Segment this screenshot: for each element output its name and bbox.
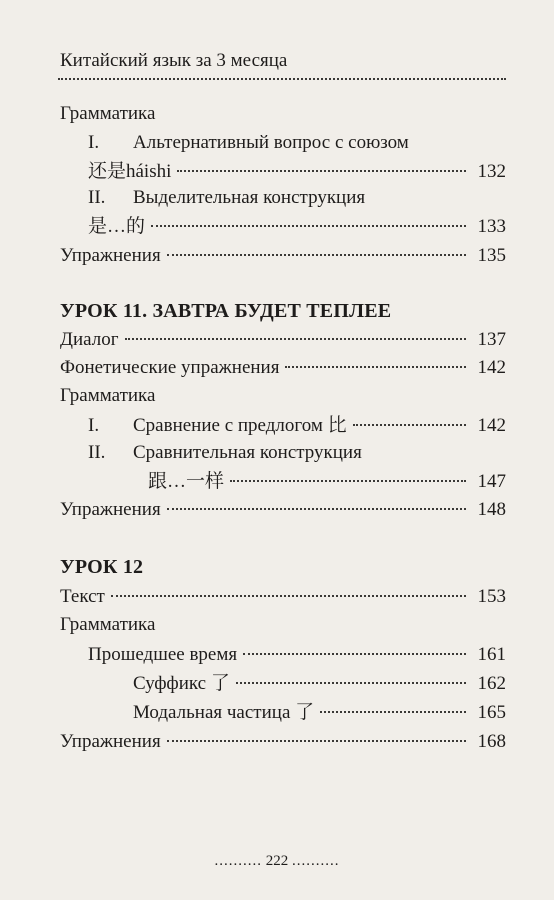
dot-leader <box>167 740 466 742</box>
dot-leader <box>167 254 466 256</box>
toc-entry[interactable] <box>0 328 554 352</box>
toc-entry[interactable] <box>0 215 554 239</box>
footer-dots: .......... <box>292 853 340 869</box>
toc-page-number: 153 <box>477 586 506 607</box>
toc-entry[interactable] <box>0 244 554 268</box>
dot-leader <box>111 595 466 597</box>
toc-page-number: 135 <box>477 245 506 266</box>
dot-leader <box>177 170 466 172</box>
dot-leader <box>285 366 466 368</box>
toc-item-title-cont: 还是háishi <box>88 161 172 182</box>
page-footer <box>0 853 554 870</box>
toc-item-title: Альтернативный вопрос с союзом <box>133 132 409 153</box>
toc-page-number: 161 <box>477 644 506 665</box>
lesson-heading: УРОК 11. ЗАВТРА БУДЕТ ТЕПЛЕЕ <box>60 300 392 322</box>
toc-item-title: Прошедшее время <box>88 644 238 665</box>
toc-item-title: Упражнения <box>60 731 161 752</box>
toc-heading-grammar: Грамматика <box>60 103 156 124</box>
dot-leader <box>167 508 466 510</box>
toc-page-number: 142 <box>477 415 506 436</box>
toc-item-title: Упражнения <box>60 499 161 520</box>
toc-item-title-cont: 跟…一样 <box>148 471 225 492</box>
toc-page-number: 142 <box>477 357 506 378</box>
toc-page-number: 165 <box>477 702 506 723</box>
toc-item-title: Фонетические упражнения <box>60 357 280 378</box>
toc-entry[interactable] <box>0 160 554 184</box>
running-header: Китайский язык за 3 месяца <box>60 50 288 71</box>
toc-heading-grammar: Грамматика <box>60 614 156 635</box>
toc-item-title-cont: 是…的 <box>88 216 146 237</box>
toc-entry[interactable] <box>0 470 554 494</box>
dot-leader <box>353 424 466 426</box>
toc-heading-grammar: Грамматика <box>60 385 156 406</box>
toc-entry[interactable] <box>0 643 554 667</box>
toc-item-number: II. <box>88 442 106 463</box>
toc-page-number: 133 <box>477 216 506 237</box>
toc-item-title: Выделительная конструкция <box>133 187 366 208</box>
toc-item-title: Упражнения <box>60 245 161 266</box>
toc-entry[interactable] <box>0 701 554 725</box>
toc-entry[interactable] <box>0 498 554 522</box>
dot-leader <box>151 225 466 227</box>
toc-item-title: Текст <box>60 586 105 607</box>
toc-entry[interactable] <box>0 585 554 609</box>
lesson-heading: УРОК 12 <box>60 556 144 578</box>
toc-page-number: 147 <box>477 471 506 492</box>
toc-entry[interactable] <box>0 356 554 380</box>
toc-page-number: 162 <box>477 673 506 694</box>
toc-item-title: Диалог <box>60 329 119 350</box>
toc-page-number: 137 <box>477 329 506 350</box>
footer-dots: .......... <box>214 853 262 869</box>
toc-item-title: Модальная частица 了 <box>133 702 315 723</box>
toc-entry[interactable] <box>0 672 554 696</box>
toc-page-number: 168 <box>477 731 506 752</box>
dot-leader <box>320 711 466 713</box>
page-number: 222 <box>265 853 289 869</box>
header-rule <box>58 78 506 80</box>
dot-leader <box>243 653 466 655</box>
toc-item-number: I. <box>88 415 100 436</box>
dot-leader <box>125 338 466 340</box>
dot-leader <box>236 682 466 684</box>
toc-page-number: 148 <box>477 499 506 520</box>
dot-leader <box>230 480 466 482</box>
toc-item-number: II. <box>88 187 106 208</box>
toc-item-title: Сравнение с предлогом 比 <box>133 415 347 436</box>
toc-item-number: I. <box>88 132 100 153</box>
toc-entry[interactable] <box>0 730 554 754</box>
toc-item-title: Суффикс 了 <box>133 673 230 694</box>
toc-page-number: 132 <box>477 161 506 182</box>
toc-item-title: Сравнительная конструкция <box>133 442 362 463</box>
toc-entry[interactable] <box>0 414 554 438</box>
